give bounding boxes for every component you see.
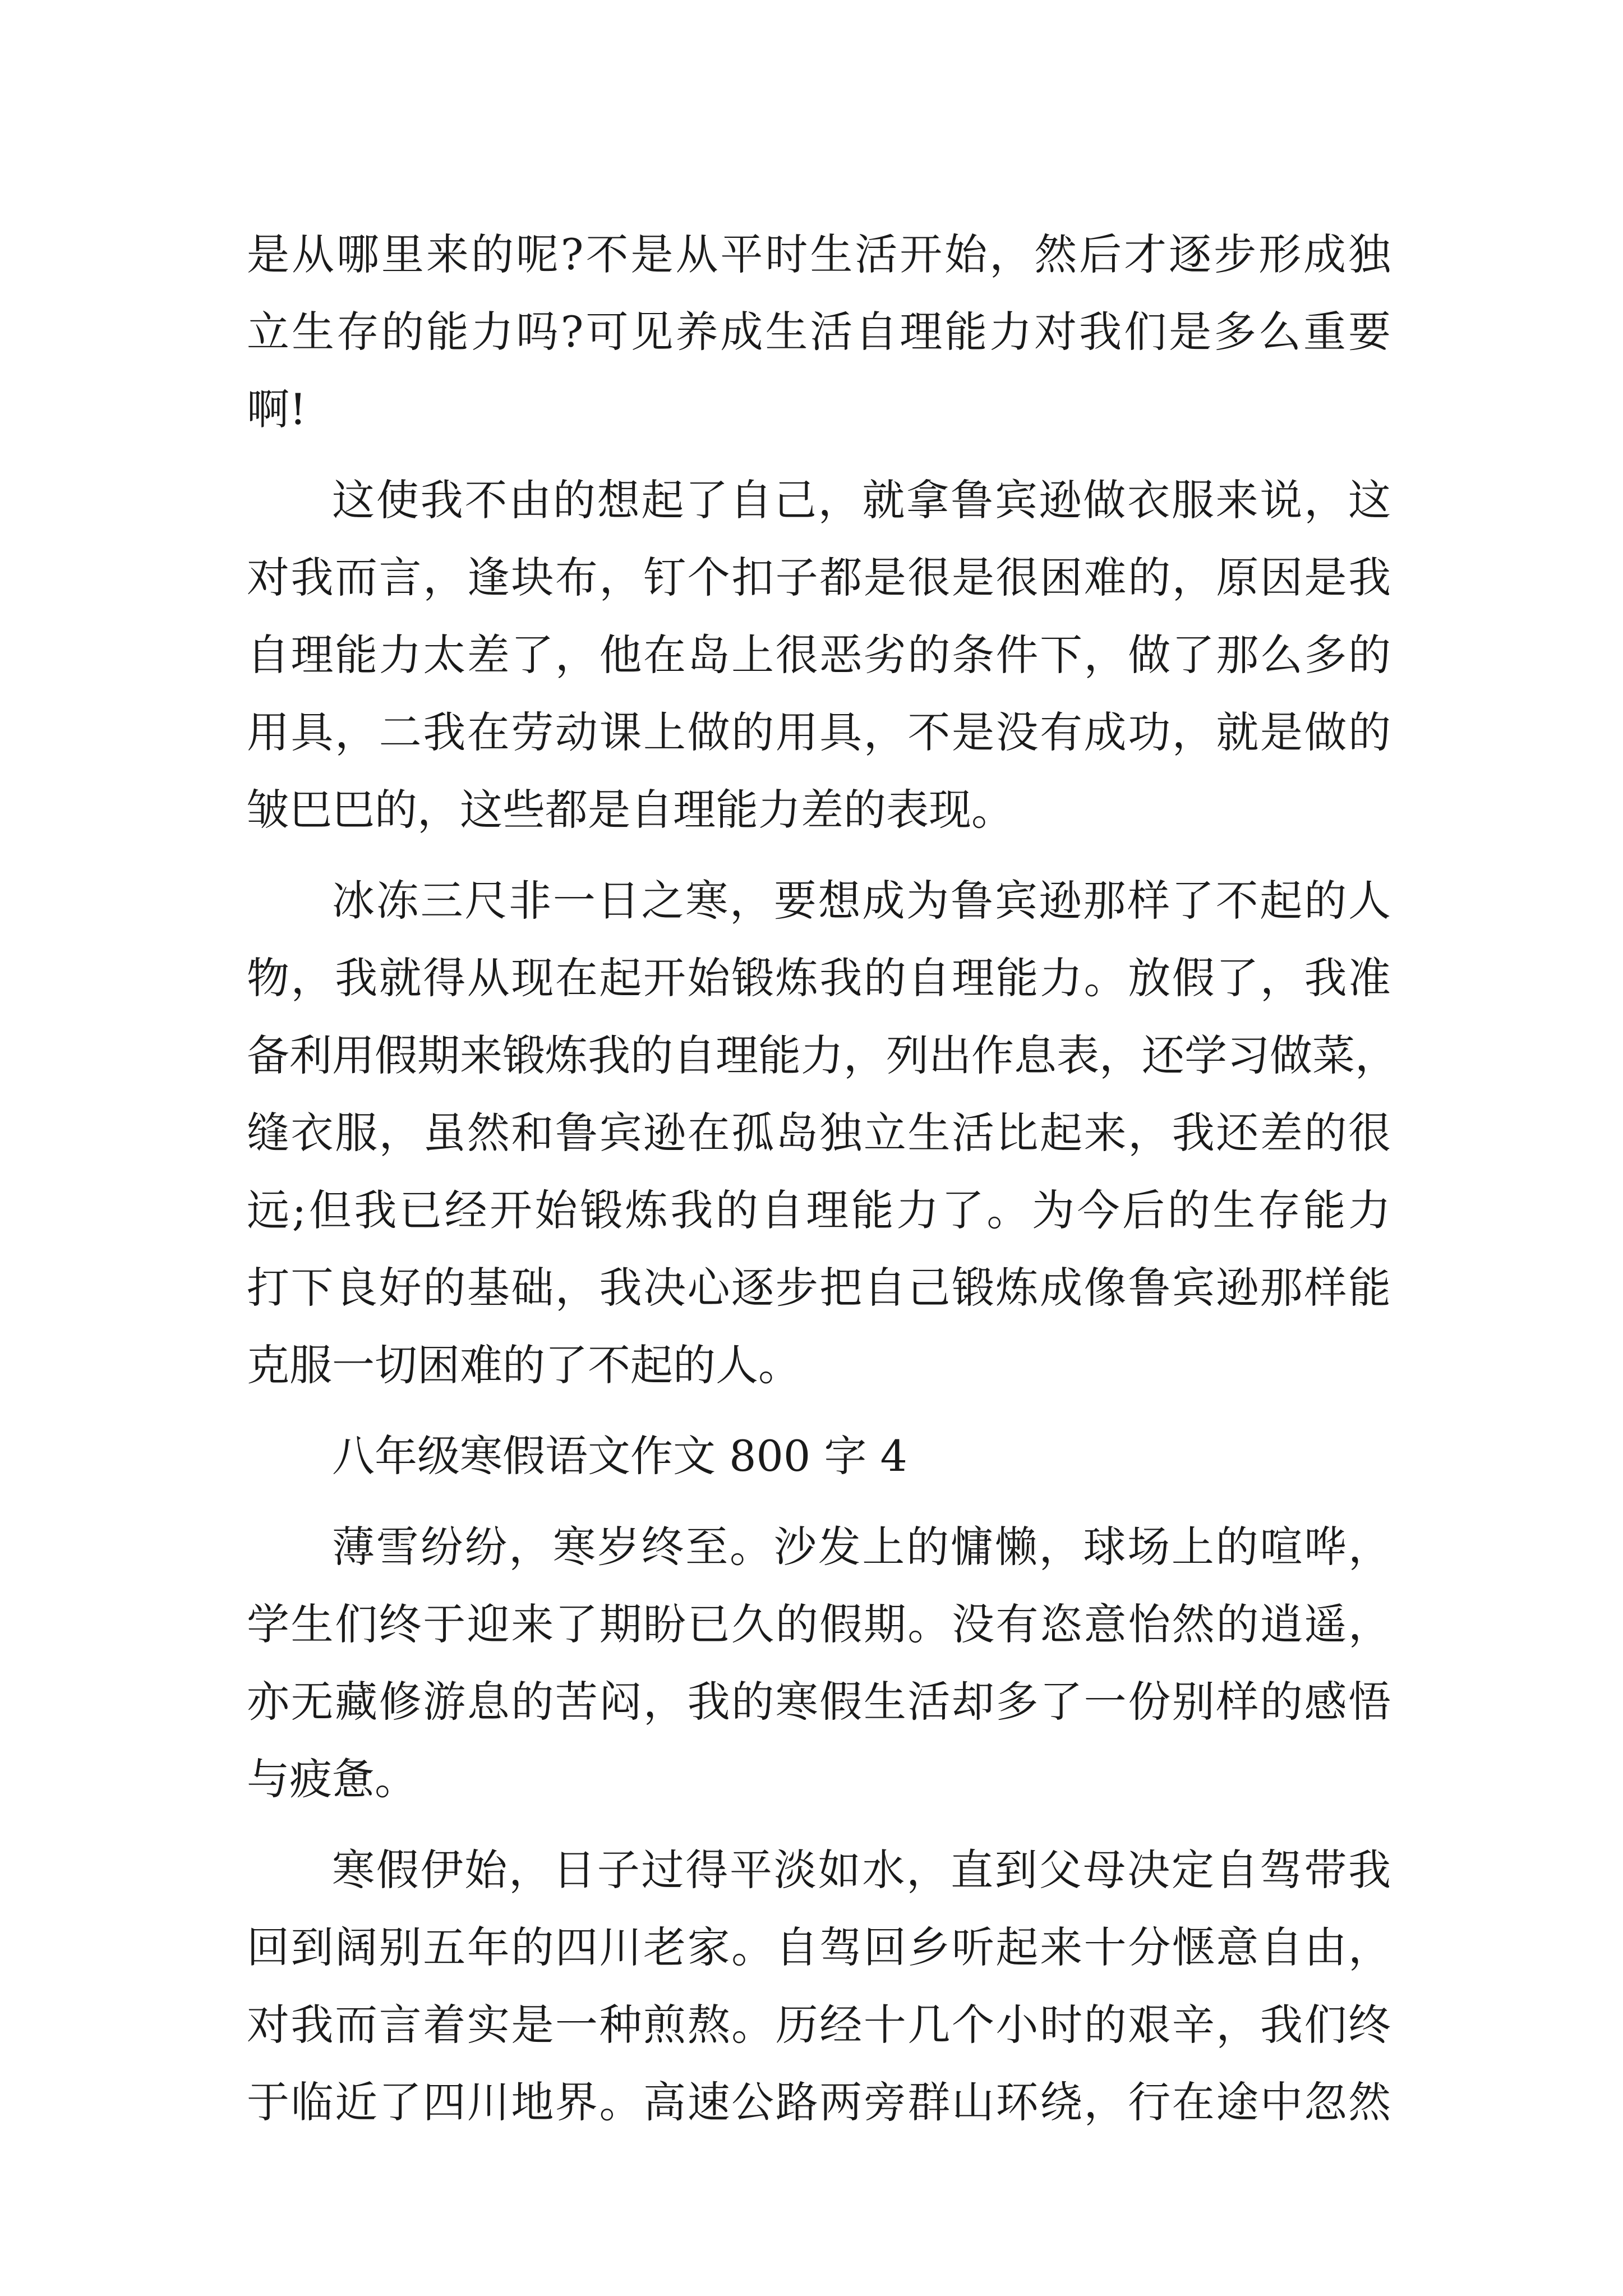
text-line: 远;但我已经开始锻炼我的自理能力了。为今后的生存能力 (247, 1185, 1391, 1235)
text-line: 冰冻三尺非一日之寒，要想成为鲁宾逊那样了不起的人 (332, 876, 1391, 926)
text-line: 克服一切困难的了不起的人。 (247, 1340, 801, 1390)
text-line: 自理能力太差了，他在岛上很恶劣的条件下，做了那么多的 (247, 630, 1391, 680)
section-heading (247, 1418, 1391, 1495)
text-line: 啊! (247, 384, 307, 434)
paragraph (247, 1508, 1391, 1818)
text-line: 于临近了四川地界。高速公路两旁群山环绕，行在途中忽然 (247, 2077, 1391, 2127)
paragraph-gap (247, 1818, 1391, 1832)
text-line: 打下良好的基础，我决心逐步把自己锻炼成像鲁宾逊那样能 (247, 1263, 1391, 1313)
text-line: 用具，二我在劳动课上做的用具，不是没有成功，就是做的 (247, 707, 1391, 757)
text-line: 对我而言，逢块布，钉个扣子都是很是很困难的，原因是我 (247, 553, 1391, 602)
paragraph-gap (247, 1495, 1391, 1508)
text-line: 对我而言着实是一种煎熬。历经十几个小时的艰辛，我们终 (247, 2000, 1391, 2050)
text-line: 与疲惫。 (247, 1754, 417, 1804)
text-line: 亦无藏修游息的苦闷，我的寒假生活却多了一份别样的感悟 (247, 1677, 1391, 1727)
paragraph-gap (247, 849, 1391, 862)
paragraph (247, 862, 1398, 1404)
text-line: 寒假伊始，日子过得平淡如水，直到父母决定自驾带我 (332, 1845, 1391, 1895)
text-line: 皱巴巴的，这些都是自理能力差的表现。 (247, 785, 1014, 835)
paragraph (247, 462, 1391, 849)
text-line: 缝衣服，虽然和鲁宾逊在孤岛独立生活比起来，我还差的很 (247, 1108, 1391, 1158)
text-line: 回到阔别五年的四川老家。自驾回乡听起来十分惬意自由， (247, 1922, 1391, 1972)
paragraph-gap (247, 1404, 1391, 1418)
text-line: 立生存的能力吗?可见养成生活自理能力对我们是多么重要 (247, 307, 1391, 357)
paragraph (247, 216, 1391, 448)
text-line: 备利用假期来锻炼我的自理能力，列出作息表，还学习做菜， (247, 1030, 1398, 1080)
text-line: 物，我就得从现在起开始锻炼我的自理能力。放假了，我准 (247, 953, 1391, 1003)
text-line: 是从哪里来的呢?不是从平时生活开始，然后才逐步形成独 (247, 229, 1391, 279)
paragraph (247, 1832, 1391, 2141)
heading-line: 八年级寒假语文作文 800 字 4 (332, 1431, 907, 1481)
text-line: 薄雪纷纷，寒岁终至。沙发上的慵懒，球场上的喧哗， (332, 1522, 1391, 1572)
body-text (247, 216, 1398, 2141)
text-line: 学生们终于迎来了期盼已久的假期。没有恣意怡然的逍遥， (247, 1599, 1391, 1649)
paragraph-gap (247, 448, 1391, 462)
text-line: 这使我不由的想起了自己，就拿鲁宾逊做衣服来说，这 (332, 475, 1391, 525)
